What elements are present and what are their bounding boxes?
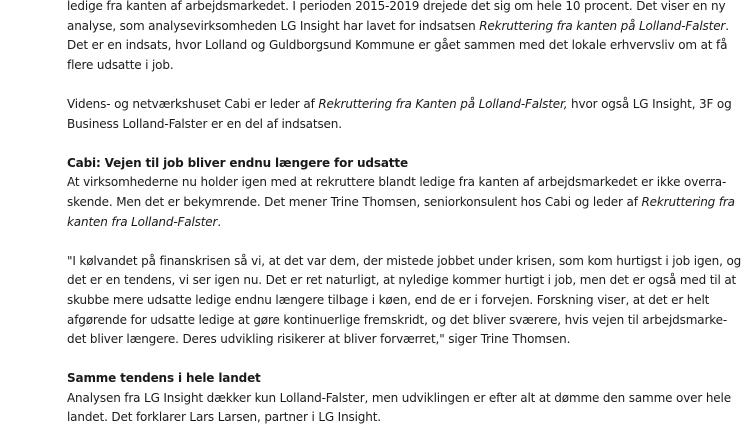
paragraph-intro <box>67 0 729 75</box>
text-run: Det er en indsats, hvor Lolland og Guldborgsund Kommune er gået sammen med det lokale erhvervsliv om at få <box>67 38 728 53</box>
text-line <box>67 36 728 56</box>
paragraph-quote <box>67 252 742 350</box>
paragraph-cabi-leader <box>67 95 732 134</box>
text-run: At virksomhederne nu holder igen med at rekruttere blandt ledige fra kanten af arbejdsmarkedet er ikke overra- <box>67 175 727 190</box>
text-run: "I kølvandet på finanskrisen så vi, at det var dem, der mistede jobbet under krisen, som kom hurtigst i job igen, og <box>67 253 742 268</box>
text-run: Business Lolland-Falster er en del af indsatsen. <box>67 116 342 131</box>
text-run: ledige fra kanten af arbejdsmarkedet. I perioden 2015-2019 drejede det sig om hele 10 procent. Det viser en ny <box>67 0 726 13</box>
text-run: analyse, som analysevirksomheden LG Insight har lavet for indsatsen <box>67 18 480 33</box>
text-line <box>67 311 728 331</box>
text-line <box>67 17 729 37</box>
text-run: flere udsatte i job. <box>67 57 174 72</box>
italic-title: kanten fra Lolland-Falster <box>67 214 218 229</box>
text-line <box>67 173 727 193</box>
section-heading: Samme tendens i hele landet <box>67 371 261 386</box>
text-line <box>67 115 697 135</box>
section-same-trend <box>67 369 731 428</box>
text-run: skubbe mere udsatte ledige endnu længere tilbage i køen, end de er i forvejen. Forskning viser, at det er helt <box>67 292 710 307</box>
italic-title: Rekruttering fra <box>641 194 735 209</box>
text-line <box>67 213 697 233</box>
text-run: skende. Men det er bekymrende. Det mener Trine Thomsen, seniorkonsulent hos Cabi og leder af <box>67 194 642 209</box>
section-heading: Cabi: Vejen til job bliver endnu længere for udsatte <box>67 155 408 170</box>
text-run: det bliver længere. Deres udvikling risikerer at bliver forværret," siger Trine Thomsen. <box>67 332 571 347</box>
text-run: landet. Det forklarer Lars Larsen, partner i LG Insight. <box>67 410 381 425</box>
text-line <box>67 0 726 17</box>
text-line <box>67 252 742 272</box>
text-line <box>67 193 735 213</box>
text-line <box>67 95 732 115</box>
text-line <box>67 271 737 291</box>
text-run: Analysen fra LG Insight dækker kun Lolland-Falster, men udviklingen er efter alt at dømme den samme over hele <box>67 390 731 405</box>
text-line <box>67 389 731 409</box>
text-line <box>67 330 697 350</box>
document-body <box>67 0 742 448</box>
text-run: hvor også LG Insight, 3F og <box>567 96 732 111</box>
text-run: . <box>217 214 221 229</box>
text-run: det er en tendens, vi ser igen nu. Det er ret naturligt, at nyledige kommer hurtigt i job, men det er også med til at <box>67 273 737 288</box>
text-line <box>67 291 710 311</box>
text-run: . <box>725 18 729 33</box>
section-cabi <box>67 154 735 232</box>
text-line <box>67 408 697 428</box>
text-run: afgørende for udsatte ledige at gøre kontinuerlige fremskridt, og det bliver sværere, hvis vejen til arbejdsmarke- <box>67 312 728 327</box>
text-run: Videns- og netværkshuset Cabi er leder af <box>67 96 319 111</box>
text-line <box>67 56 697 76</box>
italic-title: Rekruttering fra kanten på Lolland-Falster <box>479 18 726 33</box>
italic-title: Rekruttering fra Kanten på Lolland-Falster, <box>318 96 568 111</box>
